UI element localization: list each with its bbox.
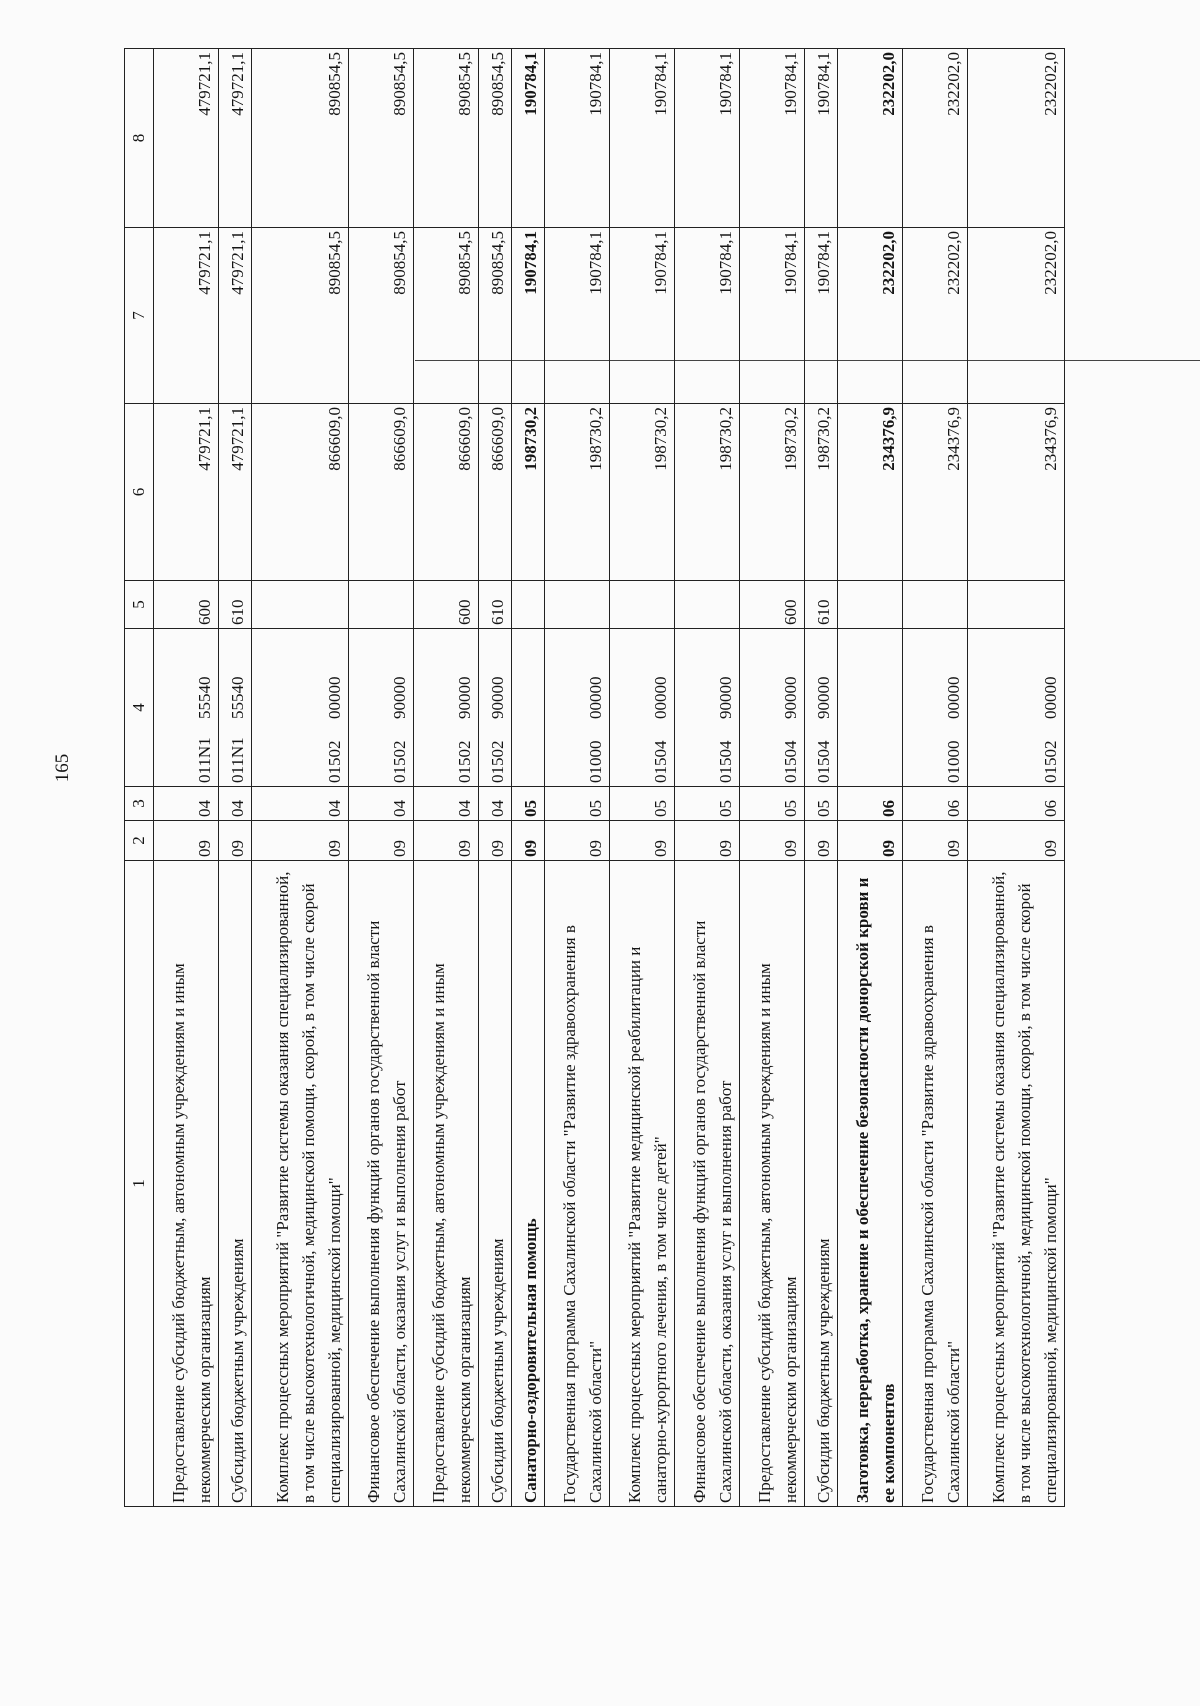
expense-type-code xyxy=(902,581,967,629)
target-article-program-code: 01000 xyxy=(586,740,606,783)
target-article-code xyxy=(610,629,675,787)
table-body xyxy=(154,49,1065,1507)
amount-col-7: 190784,1 xyxy=(674,228,739,404)
row-description: Государственная программа Сахалинской области "Развитие здравоохранения в Сахалинской области" xyxy=(902,861,967,1507)
ministry-code: 09 xyxy=(413,821,478,861)
row-description: Финансовое обеспечение выполнения функций органов государственной власти Сахалинской области, оказания услуг и выполнения работ xyxy=(674,861,739,1507)
section-code: 04 xyxy=(348,787,413,821)
row-description: Санаторно-оздоровительная помощь xyxy=(511,861,544,1507)
expense-type-code: 610 xyxy=(478,581,511,629)
amount-col-8: 232202,0 xyxy=(838,49,903,228)
amount-col-6: 479721,1 xyxy=(218,404,251,581)
amount-col-8: 890854,5 xyxy=(348,49,413,228)
amount-col-6: 479721,1 xyxy=(154,404,219,581)
expense-type-code: 610 xyxy=(804,581,837,629)
target-article-code xyxy=(511,629,544,787)
target-article-program-code: 01504 xyxy=(814,740,834,783)
amount-col-8: 890854,5 xyxy=(413,49,478,228)
section-code: 05 xyxy=(739,787,804,821)
table-row xyxy=(967,49,1064,1507)
ministry-code: 09 xyxy=(252,821,349,861)
target-article-code xyxy=(739,629,804,787)
row-description: Комплекс процессных мероприятий "Развитие системы оказания специализированной, в том числе высокотехнологичной, медицинской помощи, скорой, в том числе скорой специализированной, медицинской помощи" xyxy=(252,861,349,1507)
amount-col-6: 866609,0 xyxy=(348,404,413,581)
ministry-code: 09 xyxy=(967,821,1064,861)
amount-col-8: 190784,1 xyxy=(545,49,610,228)
amount-col-8: 190784,1 xyxy=(610,49,675,228)
target-article-direction-code: 90000 xyxy=(814,676,834,719)
column-header: 1 xyxy=(125,861,154,1507)
target-article-code xyxy=(902,629,967,787)
table-row xyxy=(902,49,967,1507)
expense-type-code xyxy=(967,581,1064,629)
target-article-code xyxy=(674,629,739,787)
amount-col-7: 190784,1 xyxy=(545,228,610,404)
column-header: 4 xyxy=(125,629,154,787)
amount-col-8: 890854,5 xyxy=(252,49,349,228)
amount-col-7: 890854,5 xyxy=(348,228,413,404)
target-article-program-code: 01504 xyxy=(780,740,800,783)
target-article-code xyxy=(413,629,478,787)
amount-col-8: 190784,1 xyxy=(511,49,544,228)
column-header: 3 xyxy=(125,787,154,821)
ministry-code: 09 xyxy=(478,821,511,861)
target-article-code xyxy=(218,629,251,787)
target-article-program-code: 01504 xyxy=(715,740,735,783)
amount-col-7: 190784,1 xyxy=(511,228,544,404)
table-row xyxy=(348,49,413,1507)
target-article-direction-code: 90000 xyxy=(389,676,409,719)
target-article-program-code: 01502 xyxy=(324,740,344,783)
target-article-direction-code: 90000 xyxy=(715,676,735,719)
table-row xyxy=(218,49,251,1507)
column-header: 5 xyxy=(125,581,154,629)
amount-col-6: 198730,2 xyxy=(674,404,739,581)
amount-col-6: 234376,9 xyxy=(902,404,967,581)
expense-type-code xyxy=(838,581,903,629)
section-code: 04 xyxy=(413,787,478,821)
section-code: 04 xyxy=(252,787,349,821)
table-row xyxy=(511,49,544,1507)
target-article-direction-code: 00000 xyxy=(586,676,606,719)
amount-col-8: 190784,1 xyxy=(804,49,837,228)
amount-col-8: 190784,1 xyxy=(674,49,739,228)
ministry-code: 09 xyxy=(545,821,610,861)
target-article-program-code: 01502 xyxy=(1041,740,1060,783)
target-article-program-code: 011N1 xyxy=(194,737,214,783)
column-header: 8 xyxy=(125,49,154,228)
amount-col-8: 479721,1 xyxy=(218,49,251,228)
amount-col-7: 232202,0 xyxy=(967,228,1064,404)
expense-type-code xyxy=(610,581,675,629)
amount-col-7: 890854,5 xyxy=(413,228,478,404)
target-article-code xyxy=(838,629,903,787)
ministry-code: 09 xyxy=(154,821,219,861)
section-code: 05 xyxy=(674,787,739,821)
amount-col-6: 198730,2 xyxy=(739,404,804,581)
amount-col-6: 198730,2 xyxy=(804,404,837,581)
amount-col-8: 479721,1 xyxy=(154,49,219,228)
amount-col-6: 866609,0 xyxy=(478,404,511,581)
amount-col-6: 234376,9 xyxy=(838,404,903,581)
target-article-program-code: 01000 xyxy=(943,740,963,783)
section-code: 05 xyxy=(511,787,544,821)
expense-type-code xyxy=(511,581,544,629)
target-article-direction-code: 55540 xyxy=(228,676,248,719)
target-article-program-code: 01504 xyxy=(650,740,670,783)
target-article-direction-code: 00000 xyxy=(1041,676,1060,719)
row-description: Субсидии бюджетным учреждениям xyxy=(804,861,837,1507)
target-article-program-code: 01502 xyxy=(487,740,507,783)
target-article-direction-code: 00000 xyxy=(650,676,670,719)
target-article-program-code: 011N1 xyxy=(228,737,248,783)
target-article-program-code: 01502 xyxy=(389,740,409,783)
budget-table xyxy=(124,48,1065,1507)
expense-type-code xyxy=(348,581,413,629)
table-row xyxy=(478,49,511,1507)
row-description: Предоставление субсидий бюджетным, автономным учреждениям и иным некоммерческим организациям xyxy=(413,861,478,1507)
expense-type-code xyxy=(545,581,610,629)
amount-col-8: 890854,5 xyxy=(478,49,511,228)
amount-col-6: 198730,2 xyxy=(545,404,610,581)
column-header: 2 xyxy=(125,821,154,861)
amount-col-7: 890854,5 xyxy=(252,228,349,404)
target-article-code xyxy=(545,629,610,787)
amount-col-6: 198730,2 xyxy=(610,404,675,581)
section-code: 06 xyxy=(967,787,1064,821)
ministry-code: 09 xyxy=(610,821,675,861)
amount-col-7: 232202,0 xyxy=(838,228,903,404)
target-article-code xyxy=(154,629,219,787)
amount-col-8: 190784,1 xyxy=(739,49,804,228)
row-description: Субсидии бюджетным учреждениям xyxy=(478,861,511,1507)
expense-type-code xyxy=(252,581,349,629)
section-code: 04 xyxy=(478,787,511,821)
header-row xyxy=(125,49,154,1507)
row-description: Государственная программа Сахалинской области "Развитие здравоохранения в Сахалинской области" xyxy=(545,861,610,1507)
expense-type-code: 610 xyxy=(218,581,251,629)
row-description: Комплекс процессных мероприятий "Развитие медицинской реабилитации и санаторно-курортного лечения, в том числе детей" xyxy=(610,861,675,1507)
section-code: 05 xyxy=(804,787,837,821)
row-description: Комплекс процессных мероприятий "Развитие системы оказания специализированной, в том числе высокотехнологичной, медицинской помощи, скорой, в том числе скорой специализированной, медицинской помощи" xyxy=(967,861,1064,1507)
ministry-code: 09 xyxy=(838,821,903,861)
ministry-code: 09 xyxy=(218,821,251,861)
row-description: Субсидии бюджетным учреждениям xyxy=(218,861,251,1507)
amount-col-7: 190784,1 xyxy=(804,228,837,404)
row-description: Финансовое обеспечение выполнения функций органов государственной власти Сахалинской области, оказания услуг и выполнения работ xyxy=(348,861,413,1507)
table-row xyxy=(610,49,675,1507)
page-number: 165 xyxy=(52,753,73,783)
amount-col-6: 234376,9 xyxy=(967,404,1064,581)
ministry-code: 09 xyxy=(739,821,804,861)
target-article-direction-code: 90000 xyxy=(487,676,507,719)
target-article-program-code: 01502 xyxy=(454,740,474,783)
amount-col-8: 232202,0 xyxy=(902,49,967,228)
target-article-code xyxy=(804,629,837,787)
row-description: Заготовка, переработка, хранение и обеспечение безопасности донорской крови и ее компонентов xyxy=(838,861,903,1507)
target-article-code xyxy=(967,629,1064,787)
amount-col-7: 232202,0 xyxy=(902,228,967,404)
column-header: 7 xyxy=(125,228,154,404)
target-article-direction-code: 90000 xyxy=(454,676,474,719)
amount-col-7: 890854,5 xyxy=(478,228,511,404)
expense-type-code: 600 xyxy=(154,581,219,629)
ministry-code: 09 xyxy=(902,821,967,861)
table-row xyxy=(154,49,219,1507)
amount-col-7: 190784,1 xyxy=(610,228,675,404)
ministry-code: 09 xyxy=(511,821,544,861)
target-article-code xyxy=(252,629,349,787)
amount-col-7: 190784,1 xyxy=(739,228,804,404)
table-row xyxy=(545,49,610,1507)
expense-type-code: 600 xyxy=(413,581,478,629)
target-article-direction-code: 55540 xyxy=(194,676,214,719)
section-code: 05 xyxy=(610,787,675,821)
amount-col-7: 479721,1 xyxy=(218,228,251,404)
row-description: Предоставление субсидий бюджетным, автономным учреждениям и иным некоммерческим организациям xyxy=(154,861,219,1507)
section-code: 04 xyxy=(218,787,251,821)
target-article-direction-code: 00000 xyxy=(324,676,344,719)
table-row xyxy=(804,49,837,1507)
target-article-direction-code: 00000 xyxy=(943,676,963,719)
ministry-code: 09 xyxy=(804,821,837,861)
target-article-code xyxy=(348,629,413,787)
expense-type-code: 600 xyxy=(739,581,804,629)
section-code: 05 xyxy=(545,787,610,821)
amount-col-7: 479721,1 xyxy=(154,228,219,404)
target-article-code xyxy=(478,629,511,787)
section-code: 06 xyxy=(838,787,903,821)
amount-col-6: 198730,2 xyxy=(511,404,544,581)
amount-col-8: 232202,0 xyxy=(967,49,1064,228)
ministry-code: 09 xyxy=(674,821,739,861)
table-row xyxy=(413,49,478,1507)
table-row xyxy=(838,49,903,1507)
amount-col-6: 866609,0 xyxy=(413,404,478,581)
expense-type-code xyxy=(674,581,739,629)
table-row xyxy=(252,49,349,1507)
target-article-direction-code: 90000 xyxy=(780,676,800,719)
section-code: 06 xyxy=(902,787,967,821)
amount-col-6: 866609,0 xyxy=(252,404,349,581)
ministry-code: 09 xyxy=(348,821,413,861)
table-row xyxy=(674,49,739,1507)
row-description: Предоставление субсидий бюджетным, автономным учреждениям и иным некоммерческим организациям xyxy=(739,861,804,1507)
section-code: 04 xyxy=(154,787,219,821)
table-row xyxy=(739,49,804,1507)
column-header: 6 xyxy=(125,404,154,581)
